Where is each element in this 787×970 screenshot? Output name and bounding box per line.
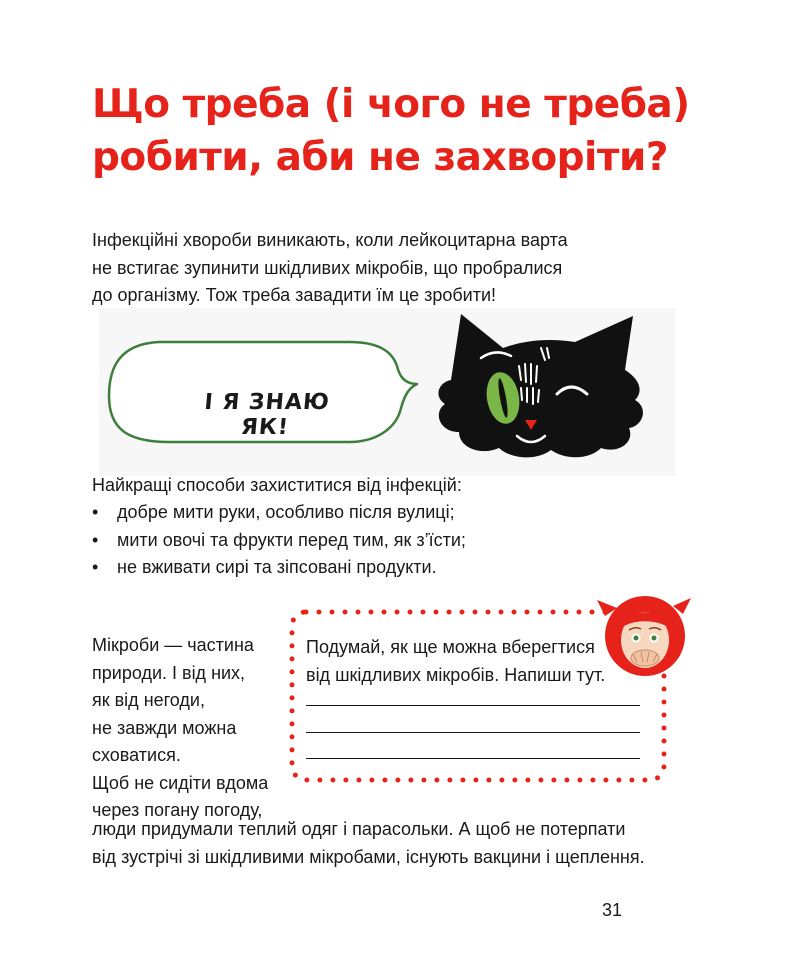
exercise-line-1: Подумай, як ще можна вберегтися — [306, 637, 595, 657]
girl-character-icon — [595, 588, 691, 680]
bullet-icon: • — [92, 529, 99, 550]
list-item-text: добре мити руки, особливо після вулиці; — [117, 502, 455, 522]
microbes-line-7: через погану погоду, — [92, 800, 263, 820]
intro-paragraph — [92, 227, 582, 310]
microbes-line-6: Щоб не сидіти вдома — [92, 772, 269, 793]
intro-line-1: Інфекційні хвороби виникають, коли лейкоцитарна варта — [92, 230, 568, 250]
microbes-line-2: природи. І від них, — [92, 662, 246, 683]
closing-line-2: від зустрічі зі шкідливими мікробами, існують вакцини і щеплення. — [92, 846, 645, 867]
list-item — [92, 499, 692, 527]
list-item-text: не вживати сирі та зіпсовані продукти. — [117, 557, 437, 577]
answer-line-1[interactable] — [306, 705, 640, 706]
microbes-line-5: сховатися. — [92, 745, 181, 765]
intro-line-2: не встигає зупинити шкідливих мікробів, що пробралися — [92, 257, 563, 278]
closing-line-1: люди придумали теплий одяг і парасольки. А щоб не потерпати — [92, 819, 626, 839]
speech-bubble-text: І Я ЗНАЮ ЯК! — [203, 390, 331, 440]
microbes-line-1: Мікроби — частина — [92, 635, 254, 655]
bullet-icon: • — [92, 502, 99, 522]
exercise-prompt — [306, 634, 605, 689]
answer-line-3[interactable] — [306, 758, 640, 759]
bullet-icon: • — [92, 557, 99, 577]
page-title — [92, 78, 712, 184]
black-cat-icon — [429, 308, 675, 476]
page-number: 31 — [602, 900, 623, 920]
ways-intro: Найкращі способи захиститися від інфекцій: — [92, 475, 462, 495]
microbes-line-3: як від негоди, — [92, 690, 205, 710]
page-title-line-1: Що треба (і чого не треба) — [92, 82, 690, 127]
list-item — [92, 527, 692, 555]
ways-list — [92, 499, 692, 582]
cat-illustration-panel — [99, 308, 675, 476]
page-title-line-2: робити, аби не захворіти? — [92, 135, 668, 180]
answer-line-2[interactable] — [306, 732, 640, 733]
exercise-line-2: від шкідливих мікробів. Напиши тут. — [306, 664, 606, 685]
list-item — [92, 554, 692, 582]
microbes-line-4: не завжди можна — [92, 717, 237, 738]
microbes-paragraph — [92, 632, 292, 825]
intro-line-3: до організму. Тож треба завадити їм це зробити! — [92, 285, 497, 305]
closing-paragraph — [92, 816, 712, 871]
list-item-text: мити овочі та фрукти перед тим, як з’їсти; — [117, 529, 466, 550]
